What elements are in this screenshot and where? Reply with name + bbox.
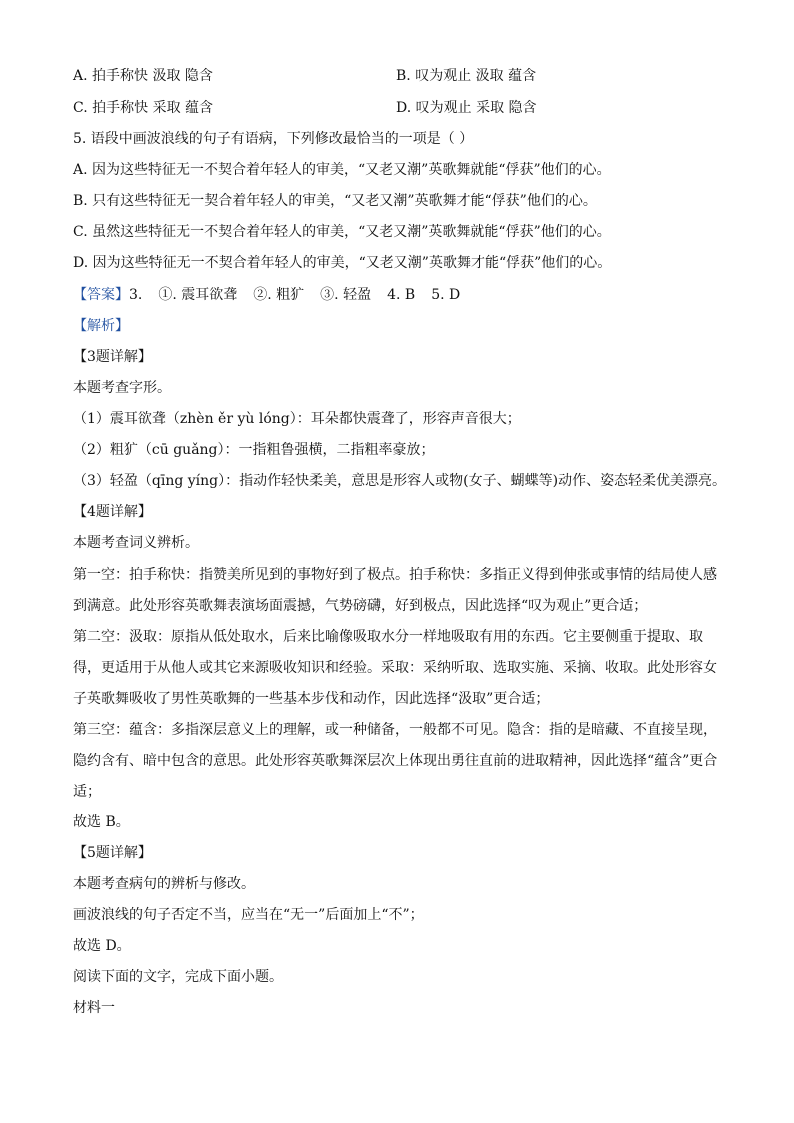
answer-item-2: ②. 粗犷 <box>253 287 305 303</box>
detail-4-paragraph-3: 第三空：蕴含：多指深层意义上的理解，或一种储备，一般都不可见。隐含：指的是暗藏、不直接呈现，隐约含有、暗中包含的意思。此处形容英歌舞深层次上体现出勇往直前的进取精神，因此选择“蕴含”更合适； <box>73 722 718 800</box>
detail-4-title: 【4题详解】 <box>73 504 152 520</box>
option-b: B. 叹为观止 汲取 蕴含 <box>396 68 537 84</box>
detail-3-line: （3）轻盈（qīng yíng）：指动作轻快柔美，意思是形容人或物(女子、蝴蝶等)动作、姿态轻柔优美漂亮。 <box>73 473 727 489</box>
detail-4-intro: 本题考查词义辨析。 <box>73 535 199 551</box>
detail-4-paragraph-2: 第二空：汲取：原指从低处取水，后来比喻像吸取水分一样地吸取有用的东西。它主要侧重于提取、取得，更适用于从他人或其它来源吸收知识和经验。采取：采纳听取、选取实施、采摘、收取。此处形容女子英歌舞吸收了男性英歌舞的一些基本步伐和动作，因此选择“汲取”更合适； <box>73 629 717 707</box>
detail-5-paragraph: 画波浪线的句子否定不当，应当在“无一”后面加上“不”； <box>73 907 424 923</box>
answer-line <box>73 285 723 305</box>
answer-q3: 3. <box>129 287 143 303</box>
detail-3-line: （2）粗犷（cū guǎng）：一指粗鲁强横，二指粗率豪放； <box>73 442 435 458</box>
option-a: A. 拍手称快 汲取 隐含 <box>73 68 213 84</box>
detail-3-title: 【3题详解】 <box>73 349 152 365</box>
option-d: D. 叹为观止 采取 隐含 <box>396 100 537 116</box>
answer-item-3: ③. 轻盈 <box>320 287 372 303</box>
analysis-label: 【解析】 <box>73 318 129 334</box>
detail-3-line: 本题考查字形。 <box>73 380 171 396</box>
q5-option-a: A. 因为这些特征无一不契合着年轻人的审美，“又老又潮”英歌舞就能“俘获”他们的心。 <box>73 162 611 178</box>
answer-label: 【答案】 <box>73 287 129 303</box>
question-5-stem: 5. 语段中画波浪线的句子有语病，下列修改最恰当的一项是（ ） <box>73 131 474 147</box>
detail-4-paragraph-1: 第一空：拍手称快：指赞美所见到的事物好到了极点。拍手称快：多指正义得到伸张或事情的结局使人感到满意。此处形容英歌舞表演场面震撼，气势磅礴，好到极点，因此选择“叹为观止”更合适； <box>73 567 717 614</box>
q5-option-b: B. 只有这些特征无一契合着年轻人的审美，“又老又潮”英歌舞才能“俘获”他们的心。 <box>73 193 597 209</box>
detail-5-intro: 本题考查病句的辨析与修改。 <box>73 876 255 892</box>
answer-q5: 5. D <box>431 287 461 303</box>
answer-q4: 4. B <box>387 287 416 303</box>
detail-5-conclusion: 故选 D。 <box>73 938 131 954</box>
detail-4-conclusion: 故选 B。 <box>73 814 130 830</box>
q5-option-d: D. 因为这些特征无一不契合着年轻人的审美，“又老又潮”英歌舞才能“俘获”他们的心。 <box>73 255 612 271</box>
detail-3-line: （1）震耳欲聋（zhèn ěr yù lóng）：耳朵都快震聋了，形容声音很大； <box>73 411 521 427</box>
reading-prompt: 阅读下面的文字，完成下面小题。 <box>73 969 283 985</box>
q5-option-c: C. 虽然这些特征无一不契合着年轻人的审美，“又老又潮”英歌舞就能“俘获”他们的心。 <box>73 224 611 240</box>
answer-item-1: ①. 震耳欲聋 <box>158 287 238 303</box>
material-heading: 材料一 <box>73 1000 115 1016</box>
option-c: C. 拍手称快 采取 蕴含 <box>73 100 214 116</box>
detail-5-title: 【5题详解】 <box>73 845 152 861</box>
